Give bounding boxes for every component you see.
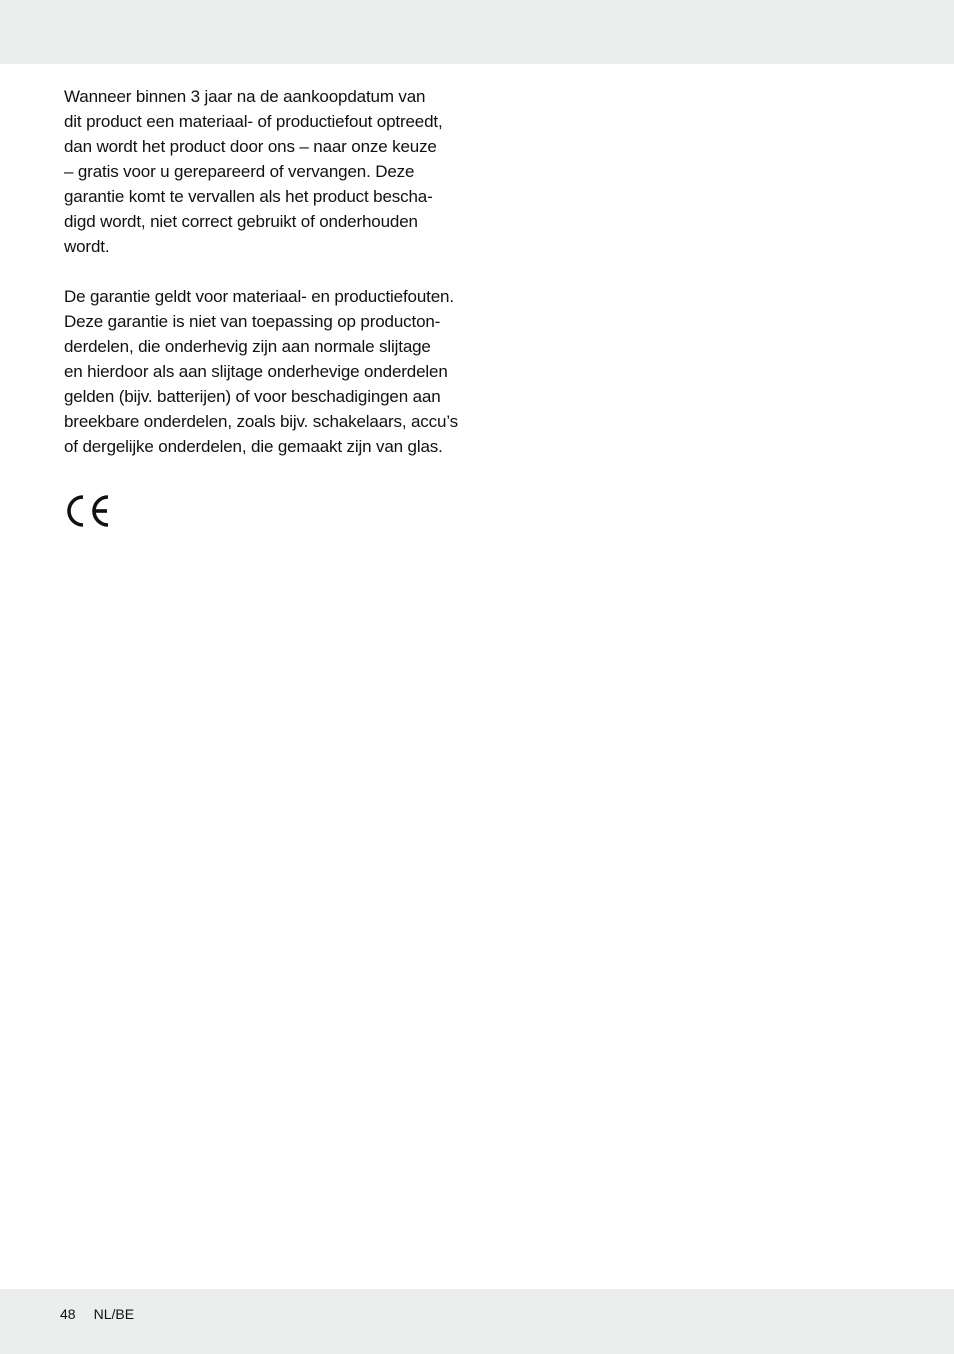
warranty-paragraph-2: De garantie geldt voor materiaal- en productiefouten. Deze garantie is niet van toepassing op producton- derdelen, die onderhevig zijn aan normale slijtage en hierdoor als aan slijtage onderhevige onderdelen gelden (bijv. batterijen) of voor beschadigingen aan breekbare onderdelen, zoals bijv. schakelaars, accu’s of dergelijke onderdelen, die gemaakt zijn van glas. — [64, 287, 458, 456]
footer-band — [0, 1289, 954, 1354]
warranty-text-column — [64, 84, 474, 459]
ce-mark-icon — [64, 494, 110, 528]
language-code: NL/BE — [93, 1306, 135, 1322]
warranty-paragraph-1: Wanneer binnen 3 jaar na de aankoopdatum van dit product een materiaal- of productiefout optreedt, dan wordt het product door ons – naar onze keuze – gratis voor u gerepareerd of vervangen. Deze garantie komt te vervallen als het product bescha- digd wordt, niet correct gebruikt of onderhouden wordt. — [64, 87, 443, 256]
page-number: 48 — [60, 1306, 76, 1322]
page-footer — [60, 1304, 134, 1324]
header-band — [0, 0, 954, 64]
